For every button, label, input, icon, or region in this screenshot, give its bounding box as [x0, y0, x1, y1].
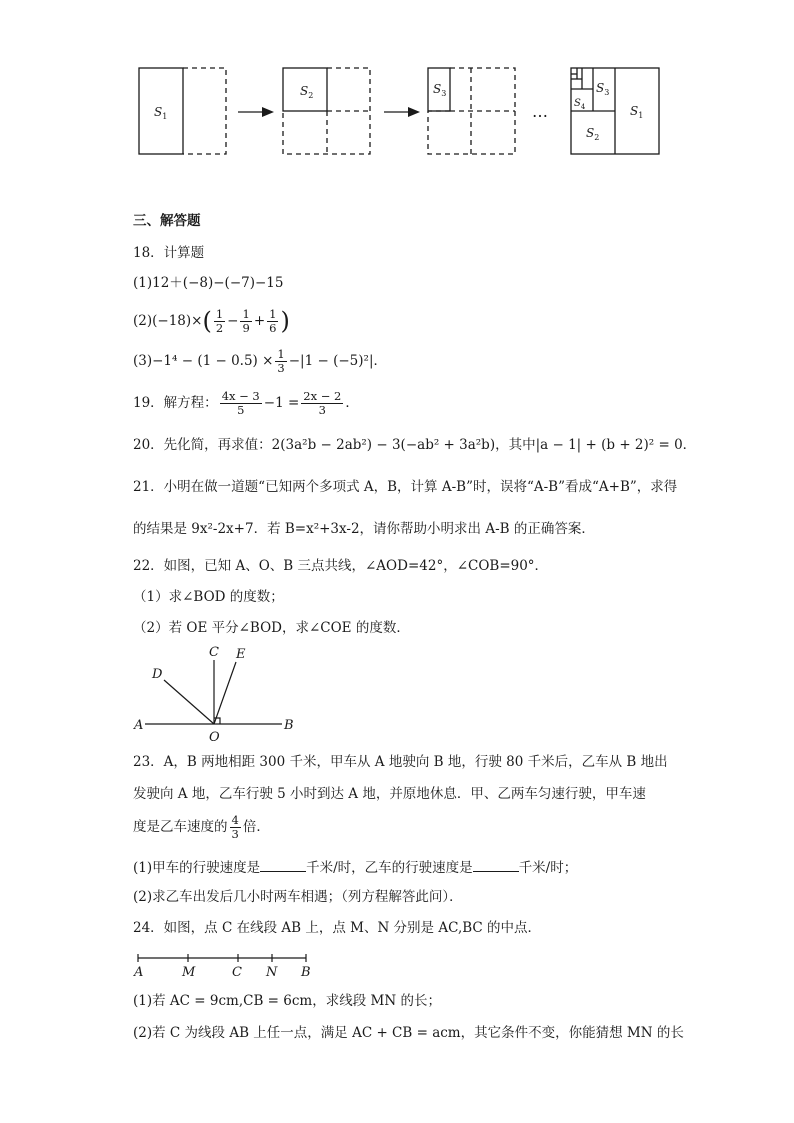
ellipsis: …	[532, 102, 548, 121]
q23-line5: (2)求乙车出发后几小时两车相遇；（列方程解答此问）．	[133, 889, 463, 905]
q23-line1: 23．A，B 两地相距 300 千米，甲车从 A 地驶向 B 地，行驶 80 千米后，乙车从 B 地出	[133, 754, 668, 770]
q22-line2: （1）求∠BOD 的度数；	[133, 589, 284, 605]
label-s3-b: $S_3$	[596, 81, 610, 97]
seg-m: M	[182, 965, 196, 980]
q23-line2: 发驶向 A 地，乙车行驶 5 小时到达 A 地，并原地休息．甲、乙两车匀速行驶，甲车速	[133, 786, 646, 802]
label-s3-a: $S_3$	[433, 82, 447, 98]
q18-part3: (3)−1⁴ − (1 − 0.5) × $\frac{1}{3}$ −|1 − (−5)²|．	[133, 346, 387, 375]
answer-blank-1	[260, 857, 306, 872]
point-e: E	[236, 647, 246, 662]
seg-a: A	[134, 965, 144, 980]
q21-line2: 的结果是 9x²-2x+7．若 B=x²+3x-2，请你帮助小明求出 A-B 的正确答案．	[133, 521, 595, 537]
seg-n: N	[266, 965, 278, 980]
label-s1-a: $S_1$	[154, 105, 168, 121]
point-d: D	[152, 667, 163, 682]
label-s2-b: $S_2$	[586, 126, 600, 142]
q23-line3: 度是乙车速度的 $\frac{4}{3}$ 倍．	[133, 812, 270, 841]
point-c: C	[209, 645, 219, 660]
answer-blank-2	[473, 857, 519, 872]
q19: 19．解方程： $\frac{4x - 3}{5}$ −1 = $\frac{2x - 2}{3}$ ．	[133, 388, 359, 417]
q18-title: 18．计算题	[133, 245, 205, 261]
segment-figure	[130, 950, 320, 982]
point-a: A	[134, 718, 144, 733]
q22-line1: 22．如图，已知 A、O、B 三点共线，∠AOD=42°，∠COB=90°．	[133, 558, 549, 574]
seg-b: B	[301, 965, 311, 980]
seg-c: C	[232, 965, 242, 980]
q21-line1: 21．小明在做一道题“已知两个多项式 A，B，计算 A-B”时，误将“A-B”看成“A+B”，求得	[133, 479, 678, 495]
q24-line2: (1)若 AC = 9cm,CB = 6cm，求线段 MN 的长；	[133, 993, 441, 1009]
angle-figure	[130, 640, 310, 744]
q18-part1: (1)12＋(−8)−(−7)−15	[133, 275, 284, 291]
q24-line3: (2)若 C 为线段 AB 上任一点，满足 AC + CB = acm，其它条件不变，你能猜想 MN 的长	[133, 1025, 684, 1041]
label-s1-b: $S_1$	[630, 104, 644, 120]
label-s2-a: $S_2$	[300, 84, 314, 100]
point-o: O	[209, 730, 220, 744]
q20: 20．先化简，再求值：2(3a²b − 2ab²) − 3(−ab² + 3a²b)，其中|a − 1| + (b + 2)² = 0．	[133, 437, 697, 453]
q24-line1: 24．如图，点 C 在线段 AB 上，点 M、N 分别是 AC,BC 的中点．	[133, 920, 542, 936]
point-b: B	[284, 718, 294, 733]
q22-line3: （2）若 OE 平分∠BOD，求∠COE 的度数．	[133, 620, 410, 636]
folding-squares-figure	[130, 60, 670, 160]
label-s4: $S_4$	[574, 98, 586, 111]
section-title: 三、解答题	[133, 213, 201, 229]
q23-line4: (1)甲车的行驶速度是 千米/时，乙车的行驶速度是 千米/时；	[133, 857, 577, 878]
q18-part2: (2)(−18)× ( $\frac{1}{2}$ − $\frac{1}{9}$ + $\frac{1}{6}$ )	[133, 306, 290, 335]
